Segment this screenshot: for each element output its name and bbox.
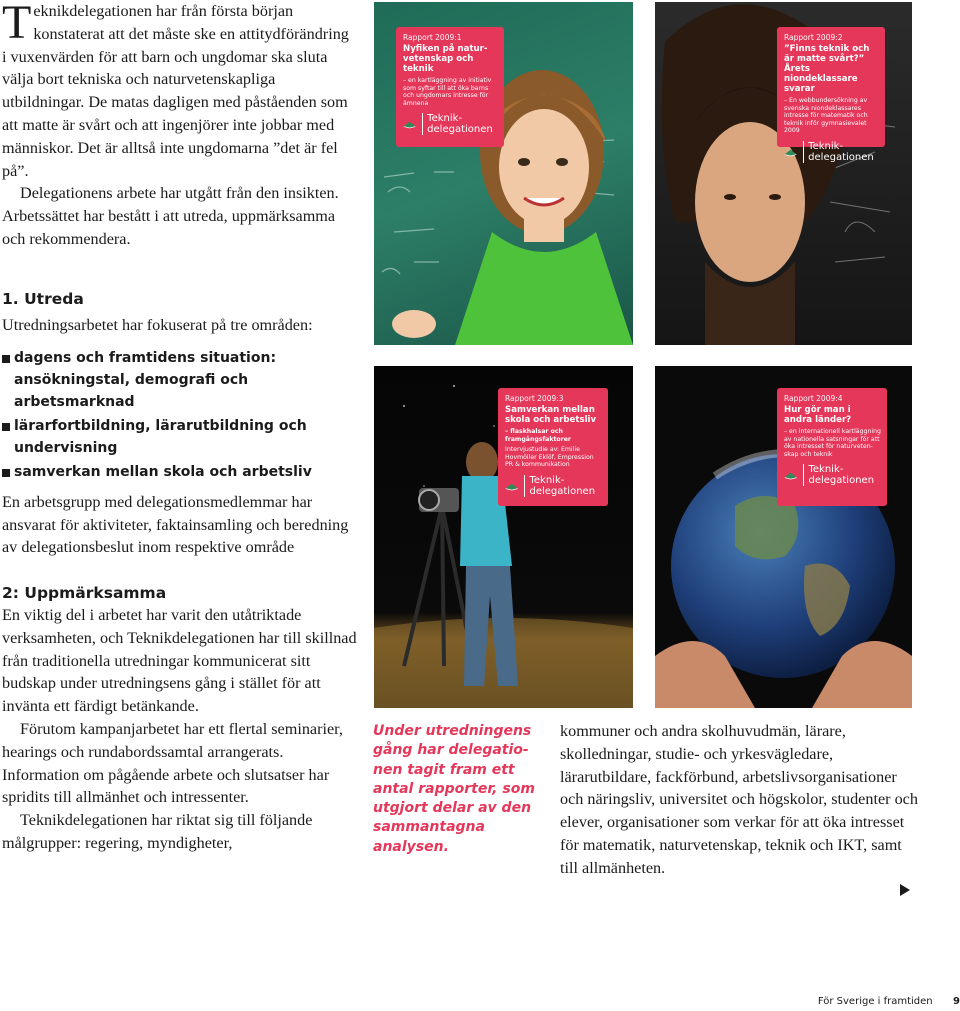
logo-mark-icon	[505, 480, 518, 492]
pull-quote: Under utredningens gång har delegationen tagit fram ett antal rapporter, som utgjort delar av den sammantagna analysen.	[373, 723, 535, 855]
logo-mark-icon	[784, 469, 797, 481]
teknikdelegationen-logo: Teknikdelegationen	[784, 141, 879, 163]
report-badge-4	[777, 388, 887, 506]
report-cover-4	[655, 366, 912, 708]
report-badge-2	[777, 27, 885, 163]
page-number: 9	[953, 996, 960, 1007]
target-groups-continued	[560, 720, 920, 880]
report-number: Rapport 2009:1	[403, 33, 462, 42]
report-subtitle: Intervjustudie av: Emilie Hovmöller Eklöf, Empression PR & kommunikation	[505, 446, 594, 469]
teknikdelegationen-logo: Teknikdelegationen	[505, 475, 602, 497]
logo-mark-icon	[403, 118, 416, 130]
report-title: Hur gör man i andra länder?	[784, 405, 852, 425]
section-utreda	[2, 288, 357, 559]
report-number: Rapport 2009:4	[784, 394, 843, 403]
focus-areas-list	[2, 347, 357, 483]
report-subtitle-bold: – flaskhalsar och framgångsfaktorer	[505, 428, 571, 443]
report-subtitle: – en internationell kartläggning av nationella satsningar för att öka intresset för naturvetenskap och teknik	[784, 428, 881, 458]
section-body: En arbetsgrupp med delegationsmedlemmar har ansvarat för aktiviteter, faktainsamling och beredning av delegationsbeslut inom respektive område	[2, 492, 349, 557]
report-number: Rapport 2009:2	[784, 33, 843, 42]
intro-block	[2, 0, 357, 251]
intro-paragraph-2: Delegationens arbete har utgått från den insikten. Arbetssättet har bestått i att utreda, uppmärksamma och rekommendera.	[2, 184, 339, 248]
report-cover-3	[374, 366, 633, 708]
report-title: Samverkan mellan skola och arbetsliv	[505, 405, 597, 425]
section-lead: Utredningsarbetet har fokuserat på tre områden:	[2, 316, 313, 334]
section2-paragraph-2: Förutom kampanjarbetet har ett flertal seminarier, hearings och rundabordssamtal arrangerats. Information om pågående arbete och slutsatser har spridits till allmänhet och intressenter.	[2, 719, 343, 807]
section2-paragraph-1: En viktig del i arbetet har varit den utåtriktade verksamheten, och Teknikdelegationen har till skillnad från traditionella utredningar kommunicerat sitt budskap under utredningsens gång i stället för att invänta ett färdigt betänkande.	[2, 606, 357, 716]
footer-title: För Sverige i framtiden	[817, 996, 933, 1007]
bullet-square-icon	[2, 355, 10, 363]
continue-arrow-icon	[900, 884, 910, 896]
teknikdelegationen-logo: Teknikdelegationen	[784, 464, 881, 486]
bullet-square-icon	[2, 423, 10, 431]
report-subtitle: – en kartläggning av initiativ som syftar till att öka barns och ungdomars intresse för ämnena	[403, 77, 492, 107]
bullet-square-icon	[2, 469, 10, 477]
report-title: Nyfiken på naturvetenskap och teknik	[403, 44, 488, 74]
report-badge-1	[396, 27, 504, 147]
page-footer	[818, 996, 960, 1007]
report-cover-2	[655, 2, 912, 345]
report-badge-3	[498, 388, 608, 506]
drop-cap: T	[2, 0, 32, 49]
list-item: lärarfortbildning, lärarutbildning och undervisning	[2, 415, 357, 459]
section-uppmarksamma	[2, 582, 357, 855]
list-item: samverkan mellan skola och arbetsliv	[2, 461, 357, 483]
target-groups-paragraph: kommuner och andra skolhuvudmän, lärare, skolledningar, studie- och yrkesvägledare, lärarutbildare, fackförbund, arbetslivsorganisationer och näringsliv, universitet och högskolor, studenter och elever, organisationer som verkar för att öka intresset för matematik, naturvetenskap, teknik och IKT, samt till allmänheten.	[560, 722, 918, 877]
report-cover-1	[374, 2, 633, 345]
section2-paragraph-3: Teknikdelegationen har riktat sig till följande målgrupper: regering, myndigheter,	[2, 811, 313, 852]
report-title: ”Finns teknik och är matte svårt?” Årets niondeklassare svarar	[784, 44, 870, 94]
report-subtitle: – En webbundersökning av svenska niondeklassares intresse för matematik och teknik inför gymnasievalet 2009	[784, 97, 868, 135]
report-number: Rapport 2009:3	[505, 394, 564, 403]
intro-paragraph	[2, 0, 357, 182]
teknikdelegationen-logo: Teknikdelegationen	[403, 113, 498, 135]
section-heading-uppmarksamma: 2: Uppmärksamma	[2, 584, 167, 602]
logo-mark-icon	[784, 146, 797, 158]
intro-text: eknikdelegationen har från första början konstaterat att det måste ske en attitydförändring i vuxenvärden för att barn och ungdomar ska sluta välja bort tekniska och naturvetenskapliga utbildningar. De matas dagligen med påståenden som att matte är svårt och att ingenjörer inte jobbar med människor. Det är alltså inte ungdomarna ”det är fel på”.	[2, 2, 349, 180]
list-item: dagens och framtidens situation: ansökningstal, demografi och arbetsmarknad	[2, 347, 357, 413]
section-heading-utreda: 1. Utreda	[2, 290, 84, 308]
